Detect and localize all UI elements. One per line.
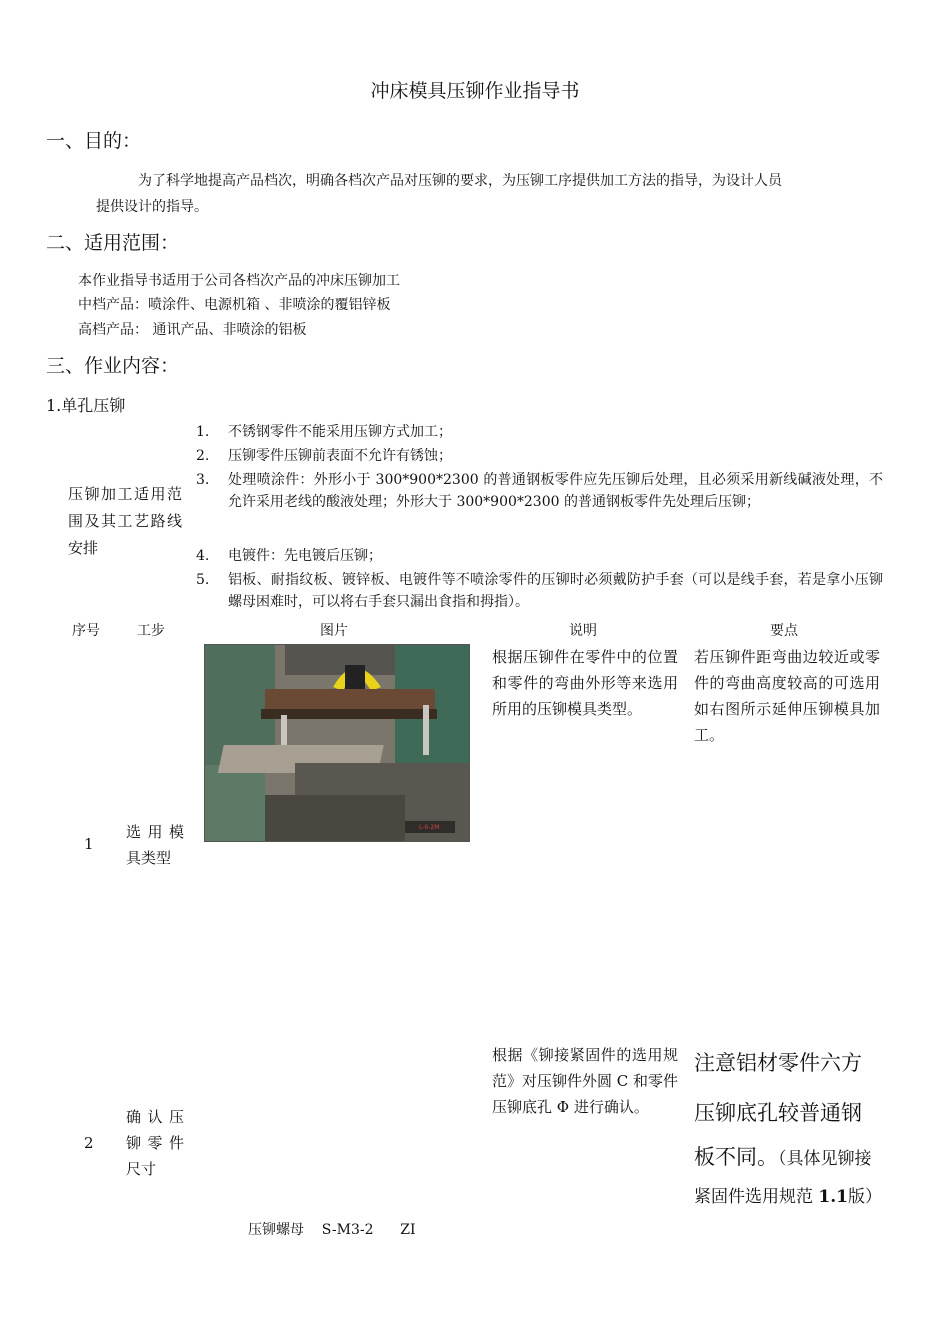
row-2-key-line-3: 板不同。 [694, 1145, 778, 1169]
section-3-heading: 三、作业内容： [46, 355, 180, 377]
row-1-desc: 根据压铆件在零件中的位置和零件的弯曲外形等来选用所用的压铆模具类型。 [492, 648, 678, 718]
header-image: 图片 [320, 623, 348, 639]
list-number: 4. [196, 548, 210, 564]
scope-line: 高档产品： 通讯产品、非喷涂的铝板 [78, 322, 307, 338]
section-2-heading: 二、适用范围： [46, 232, 180, 254]
list-number: 3. [196, 472, 210, 488]
list-text: 压铆零件压铆前表面不允许有锈蚀； [228, 448, 452, 464]
row-2-key-note-end: 版） [847, 1187, 882, 1207]
header-seq: 序号 [72, 623, 100, 639]
list-number: 2. [196, 448, 210, 464]
row-2-seq: 2 [84, 1134, 94, 1152]
list-number: 1. [196, 424, 210, 440]
row-2-key-note [694, 1138, 884, 1216]
header-step: 工步 [137, 623, 165, 639]
row-1-key: 若压铆件距弯曲边较近或零件的弯曲高度较高的可选用如右图所示延伸压铆模具加工。 [694, 648, 880, 744]
row-2-key-line-2: 压铆底孔较普通钢 [694, 1101, 862, 1125]
header-key: 要点 [770, 623, 798, 639]
row-2-key-note-text: （具体见铆接紧固件选用规范 [694, 1149, 872, 1207]
header-desc: 说明 [569, 623, 597, 639]
row-1-step: 选用模具类型 [126, 823, 184, 867]
scope-label: 压铆加工适用范围及其工艺路线安排 [68, 485, 182, 557]
list-text: 铝板、耐指纹板、镀锌板、电镀件等不喷涂零件的压铆时必须戴防护手套（可以是线手套，若是拿小压铆螺母困难时，可以将右手套只漏出食指和拇指）。 [228, 572, 883, 610]
press-machine-photo [204, 644, 470, 842]
page-title: 冲床模具压铆作业指导书 [370, 80, 580, 102]
scope-line: 中档产品：喷涂件、电源机箱 、非喷涂的覆铝锌板 [78, 297, 391, 313]
sub-heading-single-hole: 1.单孔压铆 [46, 396, 126, 415]
list-text: 不锈钢零件不能采用压铆方式加工； [228, 424, 452, 440]
row-2-desc: 根据《铆接紧固件的选用规范》对压铆件外圆 C 和零件压铆底孔 Φ 进行确认。 [492, 1046, 679, 1116]
row-2-step: 确认压铆零件尺寸 [126, 1108, 184, 1178]
list-text: 电镀件：先电镀后压铆； [228, 548, 382, 564]
row-2-key-line-1: 注意铝材零件六方 [694, 1051, 862, 1075]
row-2-key-note-version: 1.1 [818, 1187, 848, 1207]
list-text: 处理喷涂件：外形小于 300*900*2300 的普通钢板零件应先压铆后处理，且必须采用新线碱液处理，不允许采用老线的酸液处理；外形大于 300*900*2300 的普通钢板零件先处理后压铆； [228, 472, 883, 510]
photo-stamp: L-6-2M [419, 824, 440, 831]
list-number: 5. [196, 572, 210, 588]
row-1-seq: 1 [84, 835, 94, 853]
section-1-paragraph-line-2: 提供设计的指导。 [96, 199, 208, 215]
section-1-paragraph-line-1: 为了科学地提高产品档次，明确各档次产品对压铆的要求，为压铆工序提供加工方法的指导，为设计人员 [138, 173, 782, 189]
scope-line: 本作业指导书适用于公司各档次产品的冲床压铆加工 [78, 273, 400, 289]
section-1-heading: 一、目的： [46, 130, 142, 152]
row-2-image-caption: 压铆螺母 S-M3-2 ZI [248, 1222, 416, 1238]
